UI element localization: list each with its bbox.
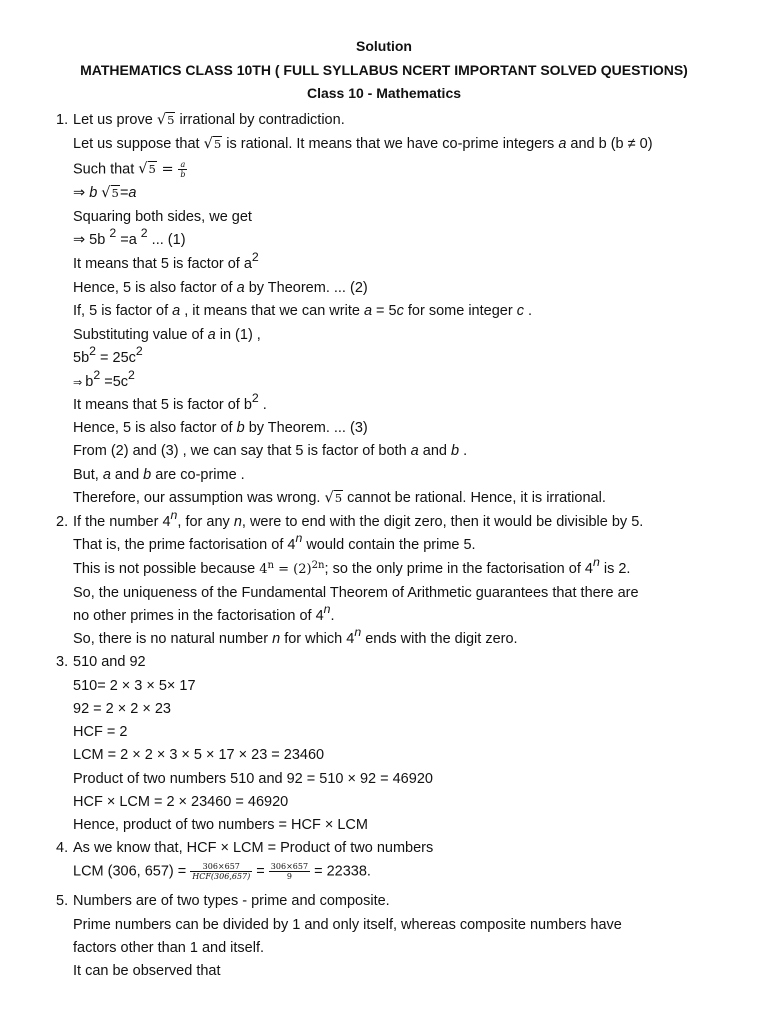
q4-line-1: As we know that, HCF × LCM = Product of two numbers xyxy=(73,840,434,856)
q1-line-6: ⇒ 5b $^2$ =a $^2$ ... (1) xyxy=(73,226,186,248)
q4-line-2: LCM (306, 657) = $\frac{306\times 657}{\text{HCF(306,657)}}$ = $\frac{306\times 657}{9}$ = 22338. xyxy=(73,862,371,881)
q3-line-8: Hence, product of two numbers = HCF × LCM xyxy=(73,817,368,833)
q2-line-4: So, the uniqueness of the Fundamental Theorem of Arithmetic guarantees that there are xyxy=(73,585,639,601)
q1-line-14: Hence, 5 is also factor of b by Theorem. ... (3) xyxy=(73,420,368,436)
q3-line-4: HCF = 2 xyxy=(73,724,128,740)
q1-line-12: ⇒ $b^2 =5c^2$ xyxy=(73,368,135,390)
q3-line-6: Product of two numbers 510 and 92 = 510 × 92 = 46920 xyxy=(73,771,433,787)
q1-line-16: But, a and b are co-prime . xyxy=(73,467,245,483)
question-4-number: 4. xyxy=(56,840,69,856)
sqrt-symbol: √5 xyxy=(101,185,119,201)
q3-line-1: 510 and 92 xyxy=(73,654,146,670)
q1-line-15: From (2) and (3) , we can say that 5 is factor of both a and b . xyxy=(73,443,468,459)
class-heading: Class 10 - Mathematics xyxy=(306,85,462,101)
q1-line-17: Therefore, our assumption was wrong. √5 cannot be rational. Hence, it is irrational. xyxy=(73,490,606,506)
q3-line-3: 92 = 2 × 2 × 23 xyxy=(73,701,171,717)
q5-line-3: factors other than 1 and itself. xyxy=(73,940,265,956)
q1-line-11: $5b^2 = 25c^2$ xyxy=(73,344,143,366)
q5-line-1: Numbers are of two types - prime and composite. xyxy=(73,893,390,909)
q1-line-7: It means that 5 is factor of $a^2$ xyxy=(73,250,259,272)
q1-line-13: It means that 5 is factor of $b^2$ . xyxy=(73,391,267,413)
q1-line-3: Such that √5 = $\frac{a}{b}$ xyxy=(73,160,186,179)
fraction-306x657-over-9: $\frac{306\times 657}{9}$ xyxy=(270,862,309,881)
q1-line-9: If, 5 is factor of a , it means that we can write a = 5c for some integer c . xyxy=(73,303,533,319)
question-2-number: 2. xyxy=(56,514,69,530)
document-subtitle: MATHEMATICS CLASS 10TH ( FULL SYLLABUS NCERT IMPORTANT SOLVED QUESTIONS) xyxy=(80,62,688,78)
q1-line-2: Let us suppose that √5 is rational. It means that we have co-prime integers a and b (b ≠ 0) xyxy=(73,136,653,152)
q3-line-5: LCM = 2 × 2 × 3 × 5 × 17 × 23 = 23460 xyxy=(73,747,325,763)
q1-line-8: Hence, 5 is also factor of a by Theorem. ... (2) xyxy=(73,280,368,296)
q1-line-1: Let us prove √5 irrational by contradiction. xyxy=(73,112,345,128)
q1-line-4: ⇒ b √5=a xyxy=(73,185,137,201)
q2-line-2: That is, the prime factorisation of 4$^n$ would contain the prime 5. xyxy=(73,531,476,553)
q5-line-4: It can be observed that xyxy=(73,963,221,979)
page-title: Solution xyxy=(356,38,412,54)
q1-line-10: Substituting value of a in (1) , xyxy=(73,327,261,343)
q5-line-2: Prime numbers can be divided by 1 and only itself, whereas composite numbers have xyxy=(73,917,622,933)
q3-line-7: HCF × LCM = 2 × 23460 = 46920 xyxy=(73,794,289,810)
question-3-number: 3. xyxy=(56,654,69,670)
sqrt-symbol: √5 xyxy=(156,112,175,128)
q2-line-1: If the number 4$^n$, for any n, were to end with the digit zero, then it would be divisible by 5. xyxy=(73,508,644,530)
q2-line-3: This is not possible because $4^n = (2)^{2n}$; so the only prime in the factorisation of 4$^n$ is 2. xyxy=(73,555,631,577)
question-1-number: 1. xyxy=(56,112,69,128)
sqrt-symbol: √5 xyxy=(203,136,222,152)
sqrt-symbol: √5 xyxy=(138,161,156,178)
q2-line-5: no other primes in the factorisation of 4$^n$. xyxy=(73,602,335,624)
q3-line-2: 510= 2 × 3 × 5× 17 xyxy=(73,678,196,694)
q1-line-5: Squaring both sides, we get xyxy=(73,209,252,225)
fraction-a-over-b: $\frac{a}{b}$ xyxy=(180,160,186,179)
sqrt-symbol: √5 xyxy=(324,490,343,506)
fraction-306x657-over-hcf: $\frac{306\times 657}{\text{HCF(306,657)}}$ xyxy=(192,862,251,881)
question-5-number: 5. xyxy=(56,893,69,909)
q2-line-6: So, there is no natural number n for which 4$^n$ ends with the digit zero. xyxy=(73,625,518,647)
